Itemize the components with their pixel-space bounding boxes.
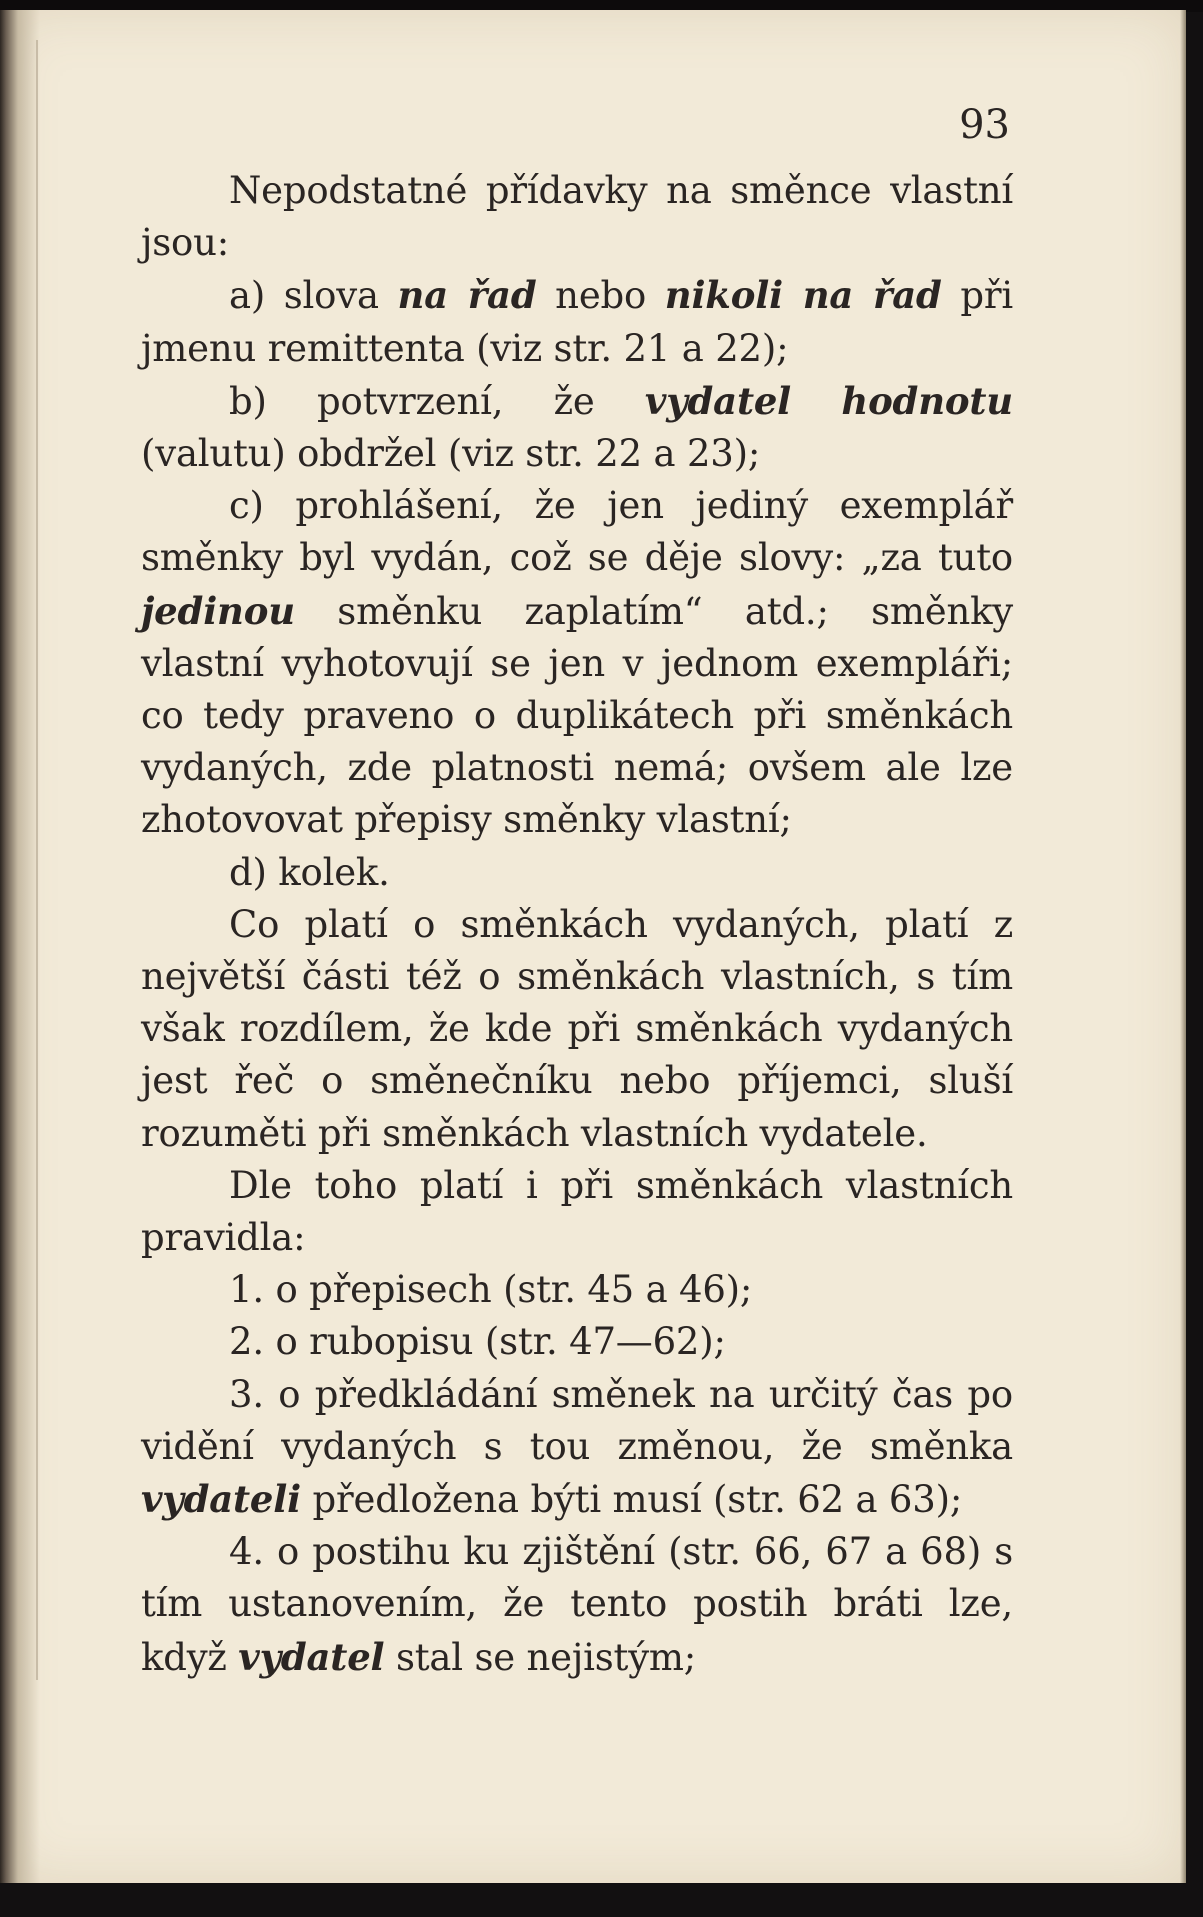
paragraph-item-c: c) prohlášení, že jen jediný exemplář směnky byl vydán, což se děje slovy: „za tuto jedinou směnku zaplatím“ atd.; směnky vlastní vyhotovují se jen v jednom exempláři; co tedy praveno o duplikátech při směnkách vydaných, zde platnosti nemá; ovšem ale lze zhotovovat přepisy směnky vlastní;	[141, 484, 1013, 842]
page-text	[141, 165, 1013, 1684]
paragraph-rule-3: 3. o předkládání směnek na určitý čas po vidění vydaných s tou změnou, že směnka vydateli předložena býti musí (str. 62 a 63);	[141, 1372, 1013, 1522]
emphasis-term: vydateli	[141, 1477, 301, 1522]
page-edge	[1180, 10, 1186, 1883]
emphasis-term: na řad	[397, 273, 537, 318]
emphasis-term: jedinou	[141, 588, 295, 633]
emphasis-term: vydatel	[644, 378, 792, 423]
spine-shadow	[0, 10, 40, 1883]
book-page	[0, 10, 1186, 1883]
emphasis-term: nikoli na řad	[664, 273, 942, 318]
paragraph-intro: Nepodstatné přídavky na směnce vlastní jsou:	[141, 169, 1013, 265]
emphasis-term: vydatel	[238, 1634, 385, 1679]
paragraph-rule-4: 4. o postihu ku zjištění (str. 66, 67 a 68) s tím ustanovením, že tento postih bráti lze, když vydatel stal se nejistým;	[141, 1530, 1013, 1679]
paragraph-rule-2: 2. o rubopisu (str. 47—62);	[229, 1320, 726, 1364]
paragraph-item-d: d) kolek.	[229, 850, 390, 894]
page-number: 93	[959, 102, 1010, 148]
paragraph-dle-toho: Dle toho platí i při směnkách vlastních pravidla:	[141, 1163, 1013, 1260]
paragraph-co-plati: Co platí o směnkách vydaných, platí z největší části též o směnkách vlastních, s tím však rozdílem, že kde při směnkách vydaných jest řeč o směnečníku nebo příjemci, sluší rozuměti při směnkách vlastních vydatele.	[141, 902, 1013, 1155]
emphasis-term: hodnotu	[841, 378, 1013, 423]
paragraph-item-a: a) slova na řad nebo nikoli na řad při jmenu remittenta (viz str. 21 a 22);	[141, 273, 1014, 370]
paragraph-item-b: b) potvrzení, že vydatel hodnotu (valutu) obdržel (viz str. 22 a 23);	[141, 378, 1013, 476]
paragraph-rule-1: 1. o přepisech (str. 45 a 46);	[229, 1268, 753, 1312]
spine-crease	[36, 40, 38, 1680]
